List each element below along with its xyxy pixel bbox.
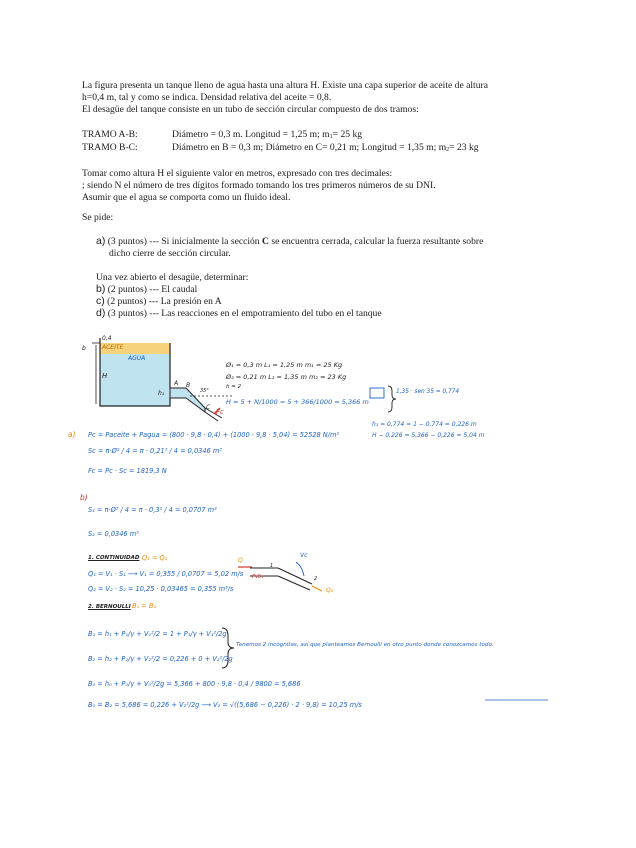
solution-a-1: Pc = Paceite + Pagua = (800 · 9,8 · 0,4) + (1000 · 9,8 · 5,04) = 52528 N/m² — [88, 431, 340, 439]
open-line: Una vez abierto el desagüe, determinar: — [96, 272, 249, 283]
bernoulli-1: B₁ = h₁ + P₁/γ + V₁²/2 = 1 + P₁/γ + V₁²/2g — [88, 630, 227, 638]
fc-label: Fc — [216, 408, 224, 416]
se-pide: Se pide: — [82, 212, 114, 223]
bernoulli-4: B₀ = B₂ = 5,686 = 0,226 + V₂²/2g ⟶ V₂ = √((5,686 − 0,226) · 2 · 9,8) = 10,25 m/s — [88, 701, 362, 709]
statement-line-2: h=0,4 m, tal y como se indica. Densidad relativa del aceite = 0,8. — [82, 92, 332, 103]
bernoulli-eq: B₁ = B₂ — [132, 602, 157, 610]
H-label: H — [102, 372, 108, 380]
point-A: A — [174, 380, 179, 387]
solution-b-label: b) — [80, 493, 88, 502]
oil-label: ACEITE — [102, 344, 124, 351]
solution-b-2: S₂ = 0,0346 m² — [88, 530, 139, 538]
mini-1-label: 1 — [270, 563, 274, 569]
continuity-1: Q₁ = V₁ · S₁ ⟶ V₁ = 0,355 / 0,0707 = 5,02 m/s — [88, 570, 244, 578]
data-line-1: Ø₁ = 0,3 m L₁ = 1,25 m m₁ = 25 Kg — [226, 361, 343, 369]
H2-equation: H − 0,226 = 5,366 − 0,226 = 5,04 m — [372, 432, 485, 439]
question-c: c) (2 puntos) --- La presión en A — [96, 295, 222, 307]
tramo-bc-text: Diámetro en B = 0,3 m; Diámetro en C= 0,21 m; Longitud = 1,35 m; m2= 23 kg — [172, 142, 479, 153]
tramo-ab-label: TRAMO A-B: — [82, 129, 138, 140]
question-a-cont: dicho cierre de sección circular. — [109, 248, 231, 259]
h04-label: 0,4 — [102, 335, 112, 342]
continuity-title: 1. CONTINUIDAD — [88, 555, 140, 561]
side-equation: 1,35 · sen 35 = 0,774 — [396, 389, 460, 395]
h1-label: h₁ — [158, 390, 165, 397]
solution-a-label: a) — [68, 430, 76, 439]
h-instruction-3: Asumir que el agua se comporta como un fluido ideal. — [82, 192, 291, 203]
question-b: b) (2 puntos) --- El caudal — [96, 283, 198, 295]
mini-Vc-label: Vc — [300, 552, 308, 559]
bernoulli-title: 2. BERNOULLI — [88, 604, 131, 610]
continuity-2: Q₂ = V₂ · S₂ = 10,25 · 0,03465 = 0,355 m³/s — [88, 585, 234, 593]
point-C: C — [206, 404, 211, 411]
question-d: d) (3 puntos) --- Las reacciones en el empotramiento del tubo en el tanque — [96, 307, 382, 319]
water-label: AGUA — [128, 355, 146, 362]
mini-Q2-label: Q₂ — [326, 587, 334, 594]
tramo-ab-text: Diámetro = 0,3 m. Longitud = 1,25 m; m1= 25 kg — [172, 129, 363, 140]
tramo-bc-label: TRAMO B-C: — [82, 142, 138, 153]
bernoulli-note: Tenemos 2 incógnitas, así que planteamos Bernoulli en otro punto donde conozcamos todo. — [236, 642, 494, 648]
angle-label: 35° — [200, 388, 209, 394]
statement-line-1: La figura presenta un tanque lleno de agua hasta una altura H. Existe una capa superior de aceite de altura — [82, 80, 488, 91]
solution-a-2: Sc = π·Ø² / 4 = π · 0,21² / 4 = 0,0346 m² — [88, 447, 222, 455]
mini-PS-label: P₁S₁ — [252, 574, 264, 580]
continuity-eq: Q₁ = Q₂ — [142, 554, 168, 562]
data-line-2: Ø₂ = 0,21 m L₂ = 1,35 m m₂ = 23 Kg — [226, 373, 347, 381]
mini-Q-label: Q — [238, 557, 243, 564]
H-equation: H = 5 + N/1000 = 5 + 366/1000 = 5,366 m — [226, 398, 369, 406]
bernoulli-3: B₀ = h₀ + P₀/γ + V₀²/2g = 5,366 + 800 · 9,8 · 0,4 / 9800 = 5,686 — [88, 680, 301, 688]
point-B: B — [186, 382, 191, 389]
question-a: a) (3 puntos) --- Si inicialmente la sección C se encuentra cerrada, calcular la fuerza resultante sobre — [96, 235, 484, 247]
h1-equation: h₁ = 0,774 = 1 − 0,774 = 0,226 m — [372, 421, 477, 428]
h-instruction-2: ; siendo N el número de tres dígitos formado tomando los tres primeros números de su DNI. — [82, 180, 436, 191]
data-line-3: h = 2 — [226, 384, 242, 390]
statement-line-3: El desagüe del tanque consiste en un tubo de sección circular compuesto de dos tramos: — [82, 104, 419, 115]
b-label: b — [82, 345, 86, 352]
solution-b-1: S₁ = π·Ø² / 4 = π · 0,3² / 4 = 0,0707 m² — [88, 506, 217, 514]
bernoulli-2: B₂ = h₂ + P₂/γ + V₂²/2 = 0,226 + 0 + V₂²/2g — [88, 655, 233, 663]
mini-2-label: 2 — [314, 576, 318, 582]
h-instruction-1: Tomar como altura H el siguiente valor en metros, expresado con tres decimales: — [82, 168, 393, 179]
solution-a-3: Fc = Pc · Sc = 1819,3 N — [88, 467, 167, 475]
